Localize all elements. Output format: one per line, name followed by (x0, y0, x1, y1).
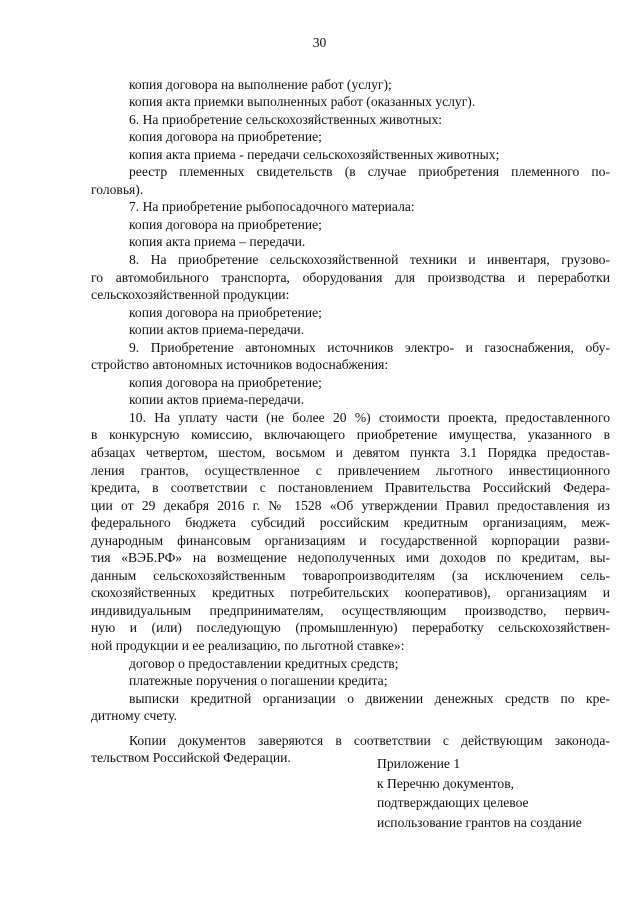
text-line: выписки кредитной организации о движении денежных средств по кре- (129, 690, 610, 706)
text-line: ции от 29 декабря 2016 г. № 1528 «Об утверждении Правил предоставления из (91, 497, 610, 513)
text-line: стройство автономных источников водоснабжения: (91, 357, 389, 373)
text-line: головья). (91, 181, 144, 197)
text-line: 9. Приобретение автономных источников электро- и газоснабжения, обу- (129, 339, 610, 355)
text-line: тия «ВЭБ.РФ» на возмещение недополученных ими доходов по кредитам, вы- (91, 550, 610, 566)
appendix-line: к Перечню документов, (377, 775, 515, 791)
appendix-line: Приложение 1 (377, 756, 461, 771)
appendix-line: подтверждающих целевое (377, 795, 529, 810)
text-line: копия акта приема – передачи. (129, 234, 306, 250)
text-line: в конкурсную комиссию, включающего приобретение имущества, указанного в (91, 427, 610, 443)
text-line: 6. На приобретение сельскохозяйственных животных: (129, 111, 443, 127)
text-line: ной продукции и ее реализацию, по льготной ставке»: (91, 638, 405, 653)
document-body (91, 76, 610, 767)
text-line: скохозяйственных кредитных потребительских кооперативов), организациям и (91, 585, 610, 601)
text-line: копия договора на выполнение работ (услуг); (129, 76, 392, 92)
text-line: копии актов приема-передачи. (129, 392, 305, 408)
text-line: копия договора на приобретение; (129, 129, 322, 145)
text-line: данным сельскохозяйственным товаропроизводителям (за исключением сель- (91, 567, 610, 583)
text-line: договор о предоставлении кредитных средств; (129, 655, 399, 671)
appendix-reference (377, 754, 617, 832)
text-line: копия договора на приобретение; (129, 216, 322, 232)
paragraph-gap (91, 725, 610, 732)
text-line: федерального бюджета субсидий российским кредитным организациям, меж- (91, 515, 610, 531)
text-line: 10. На уплату части (не более 20 %) стоимости проекта, предоставленного (129, 409, 610, 425)
text-line: платежные поручения о погашении кредита; (129, 673, 388, 689)
text-line: реестр племенных свидетельств (в случае приобретения племенного по- (129, 164, 610, 180)
text-line: тельством Российской Федерации. (91, 750, 291, 766)
text-line: кредита, в соответствии с постановлением Правительства Российский Федера- (91, 480, 610, 496)
text-line: 8. На приобретение сельскохозяйственной техники и инвентаря, грузово- (129, 251, 610, 267)
text-line: ления грантов, осуществленное с привлечением льготного инвестиционного (91, 462, 610, 478)
text-line: копия договора на приобретение; (129, 304, 322, 320)
text-line: ную и (или) последующую (промышленную) переработку сельскохозяйствен- (91, 620, 610, 636)
text-line: дународным финансовым организациям и государственной корпорации разви- (91, 532, 610, 548)
text-line: абзацах четвертом, шестом, восьмом и девятом пункта 3.1 Порядка предостав- (91, 444, 610, 460)
text-line: копия акта приема - передачи сельскохозяйственных животных; (129, 146, 500, 162)
text-line: Копии документов заверяются в соответствии с действующим законода- (129, 732, 610, 748)
text-line: копия договора на приобретение; (129, 374, 322, 390)
text-line: 7. На приобретение рыбопосадочного материала: (129, 199, 415, 215)
text-line: копии актов приема-передачи. (129, 322, 305, 338)
appendix-line: использование грантов на создание (377, 814, 582, 830)
text-line: копия акта приемки выполненных работ (оказанных услуг). (129, 94, 476, 110)
text-line: индивидуальным предпринимателям, осуществляющим производство, первич- (91, 602, 610, 618)
page-number: 30 (312, 35, 327, 50)
text-line: сельскохозяйственной продукции: (91, 287, 290, 303)
text-line: го автомобильного транспорта, оборудования для производства и переработки (91, 269, 610, 285)
text-line: дитному счету. (91, 708, 177, 724)
